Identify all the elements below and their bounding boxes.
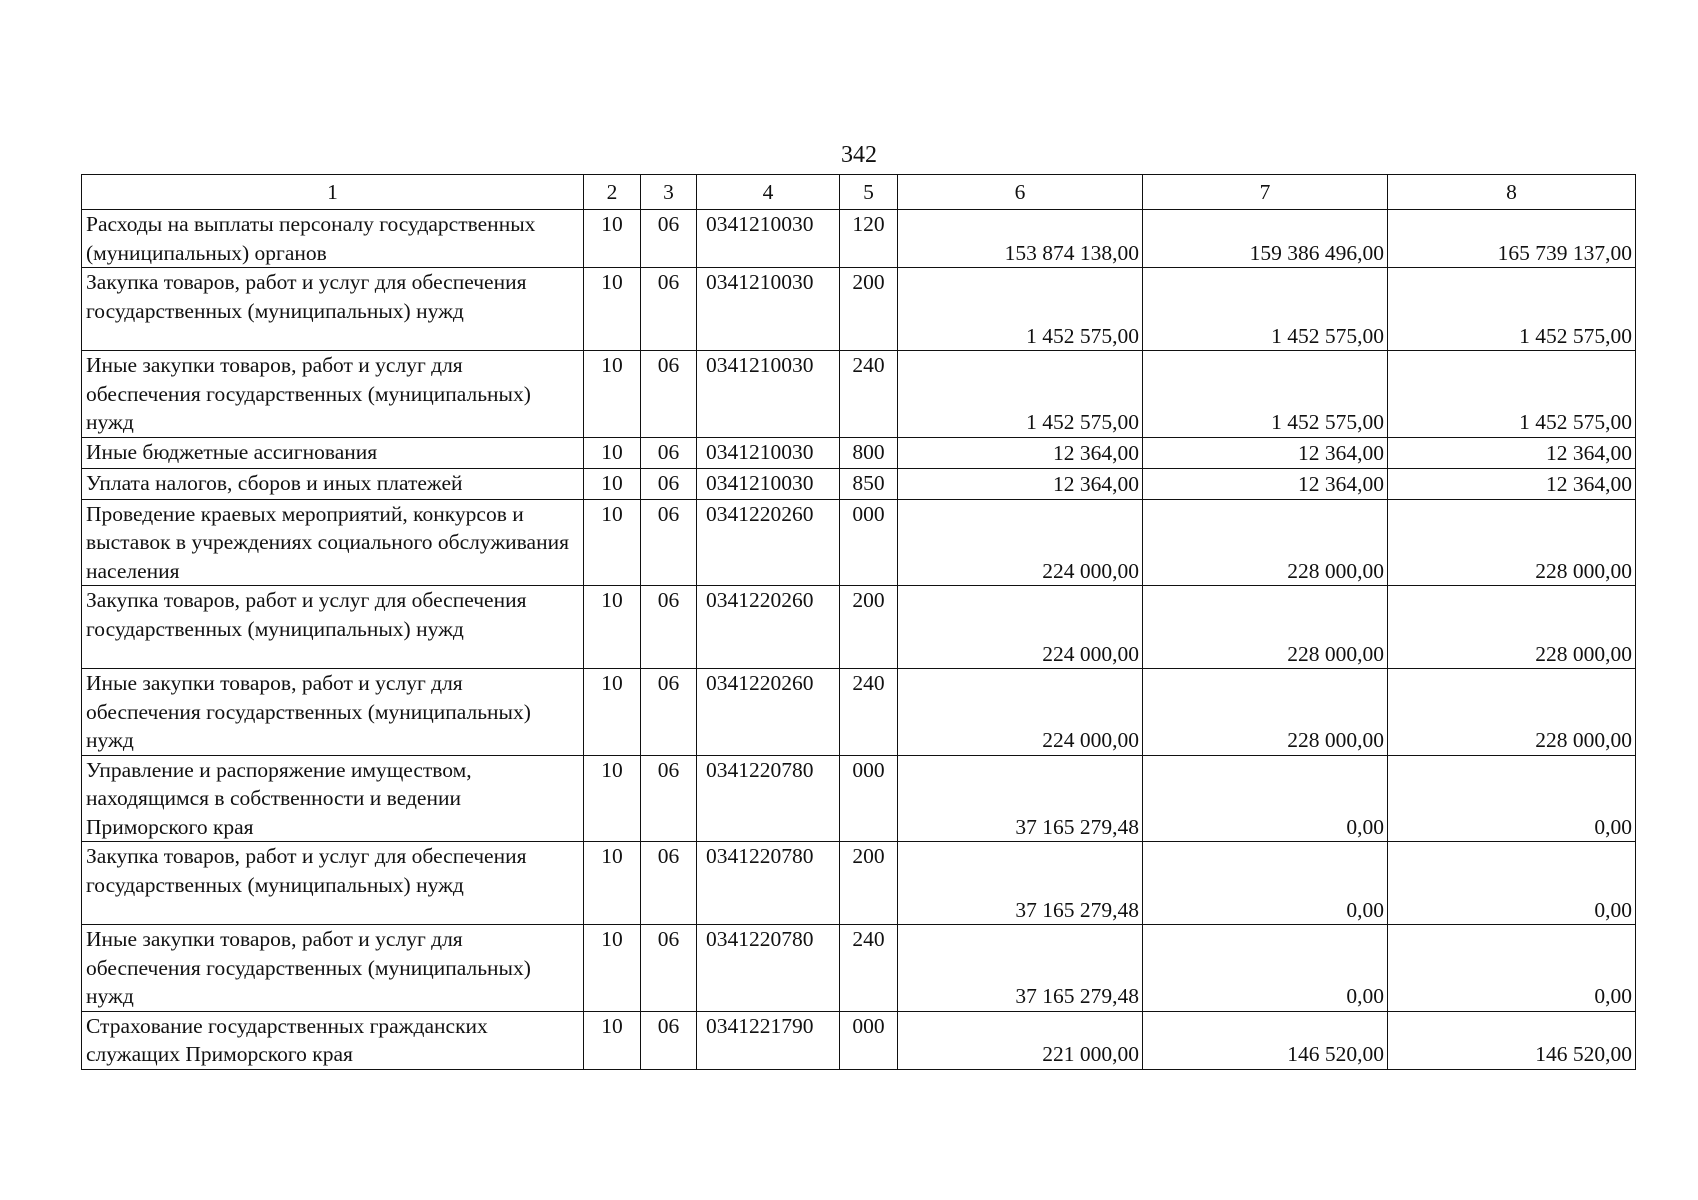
expense-type-code: 000 [840,1011,898,1069]
target-article-code: 0341220260 [697,586,840,669]
expense-name: Закупка товаров, работ и услуг для обеспечения государственных (муниципальных) нужд [82,842,584,925]
expense-type-code: 000 [840,499,898,586]
expense-name: Уплата налогов, сборов и иных платежей [82,468,584,499]
amount-col-7: 228 000,00 [1143,669,1388,756]
table-row [82,842,1636,925]
table-row [82,499,1636,586]
amount-col-8: 228 000,00 [1388,586,1636,669]
amount-col-6: 153 874 138,00 [898,210,1143,268]
subsection-code: 06 [641,669,697,756]
table-row [82,351,1636,438]
subsection-code: 06 [641,755,697,842]
amount-col-6: 1 452 575,00 [898,268,1143,351]
column-header: 7 [1143,175,1388,210]
amount-col-7: 146 520,00 [1143,1011,1388,1069]
section-code: 10 [584,1011,641,1069]
expense-name: Закупка товаров, работ и услуг для обеспечения государственных (муниципальных) нужд [82,268,584,351]
expense-type-code: 120 [840,210,898,268]
section-code: 10 [584,351,641,438]
subsection-code: 06 [641,351,697,438]
amount-col-7: 0,00 [1143,755,1388,842]
table-row [82,210,1636,268]
column-header: 4 [697,175,840,210]
subsection-code: 06 [641,468,697,499]
subsection-code: 06 [641,925,697,1012]
expense-name: Расходы на выплаты персоналу государственных (муниципальных) органов [82,210,584,268]
amount-col-8: 12 364,00 [1388,437,1636,468]
section-code: 10 [584,268,641,351]
amount-col-6: 221 000,00 [898,1011,1143,1069]
expense-type-code: 800 [840,437,898,468]
table-row [82,1011,1636,1069]
target-article-code: 0341220260 [697,499,840,586]
amount-col-8: 146 520,00 [1388,1011,1636,1069]
amount-col-7: 12 364,00 [1143,437,1388,468]
subsection-code: 06 [641,1011,697,1069]
table-row [82,925,1636,1012]
expense-type-code: 200 [840,586,898,669]
section-code: 10 [584,210,641,268]
amount-col-7: 228 000,00 [1143,586,1388,669]
subsection-code: 06 [641,586,697,669]
column-header: 5 [840,175,898,210]
amount-col-8: 165 739 137,00 [1388,210,1636,268]
amount-col-6: 37 165 279,48 [898,755,1143,842]
amount-col-6: 224 000,00 [898,499,1143,586]
section-code: 10 [584,468,641,499]
amount-col-8: 12 364,00 [1388,468,1636,499]
expense-name: Закупка товаров, работ и услуг для обеспечения государственных (муниципальных) нужд [82,586,584,669]
expense-name: Иные закупки товаров, работ и услуг для обеспечения государственных (муниципальных) нужд [82,925,584,1012]
amount-col-6: 1 452 575,00 [898,351,1143,438]
target-article-code: 0341210030 [697,351,840,438]
amount-col-7: 12 364,00 [1143,468,1388,499]
column-header: 8 [1388,175,1636,210]
amount-col-6: 37 165 279,48 [898,842,1143,925]
amount-col-8: 1 452 575,00 [1388,268,1636,351]
table-row [82,268,1636,351]
subsection-code: 06 [641,268,697,351]
expense-name: Иные закупки товаров, работ и услуг для обеспечения государственных (муниципальных) нужд [82,351,584,438]
subsection-code: 06 [641,499,697,586]
expense-type-code: 200 [840,268,898,351]
target-article-code: 0341210030 [697,468,840,499]
page-number: 342 [841,142,877,168]
expense-name: Страхование государственных гражданских служащих Приморского края [82,1011,584,1069]
column-header: 3 [641,175,697,210]
expense-name: Иные закупки товаров, работ и услуг для обеспечения государственных (муниципальных) нужд [82,669,584,756]
amount-col-8: 0,00 [1388,755,1636,842]
section-code: 10 [584,586,641,669]
target-article-code: 0341210030 [697,437,840,468]
amount-col-7: 1 452 575,00 [1143,351,1388,438]
target-article-code: 0341210030 [697,268,840,351]
target-article-code: 0341221790 [697,1011,840,1069]
amount-col-6: 12 364,00 [898,437,1143,468]
expense-type-code: 240 [840,351,898,438]
column-header: 2 [584,175,641,210]
expense-type-code: 850 [840,468,898,499]
expense-name: Проведение краевых мероприятий, конкурсов и выставок в учреждениях социального обслуживания населения [82,499,584,586]
table-row [82,669,1636,756]
amount-col-7: 228 000,00 [1143,499,1388,586]
table-row [82,755,1636,842]
amount-col-6: 224 000,00 [898,586,1143,669]
expense-type-code: 200 [840,842,898,925]
target-article-code: 0341210030 [697,210,840,268]
expense-type-code: 000 [840,755,898,842]
amount-col-6: 224 000,00 [898,669,1143,756]
amount-col-8: 228 000,00 [1388,669,1636,756]
section-code: 10 [584,925,641,1012]
amount-col-6: 37 165 279,48 [898,925,1143,1012]
section-code: 10 [584,499,641,586]
target-article-code: 0341220780 [697,755,840,842]
table-row [82,437,1636,468]
table-row [82,468,1636,499]
section-code: 10 [584,669,641,756]
expense-type-code: 240 [840,669,898,756]
amount-col-8: 228 000,00 [1388,499,1636,586]
section-code: 10 [584,755,641,842]
amount-col-7: 0,00 [1143,842,1388,925]
target-article-code: 0341220780 [697,925,840,1012]
column-header: 6 [898,175,1143,210]
subsection-code: 06 [641,842,697,925]
target-article-code: 0341220260 [697,669,840,756]
budget-table [81,174,1636,1070]
section-code: 10 [584,437,641,468]
expense-name: Иные бюджетные ассигнования [82,437,584,468]
amount-col-8: 1 452 575,00 [1388,351,1636,438]
amount-col-7: 159 386 496,00 [1143,210,1388,268]
amount-col-6: 12 364,00 [898,468,1143,499]
amount-col-7: 0,00 [1143,925,1388,1012]
expense-type-code: 240 [840,925,898,1012]
subsection-code: 06 [641,210,697,268]
expense-name: Управление и распоряжение имуществом, находящимся в собственности и ведении Приморского края [82,755,584,842]
target-article-code: 0341220780 [697,842,840,925]
section-code: 10 [584,842,641,925]
amount-col-8: 0,00 [1388,925,1636,1012]
header-row [82,175,1636,210]
amount-col-8: 0,00 [1388,842,1636,925]
column-header: 1 [82,175,584,210]
table-row [82,586,1636,669]
amount-col-7: 1 452 575,00 [1143,268,1388,351]
subsection-code: 06 [641,437,697,468]
